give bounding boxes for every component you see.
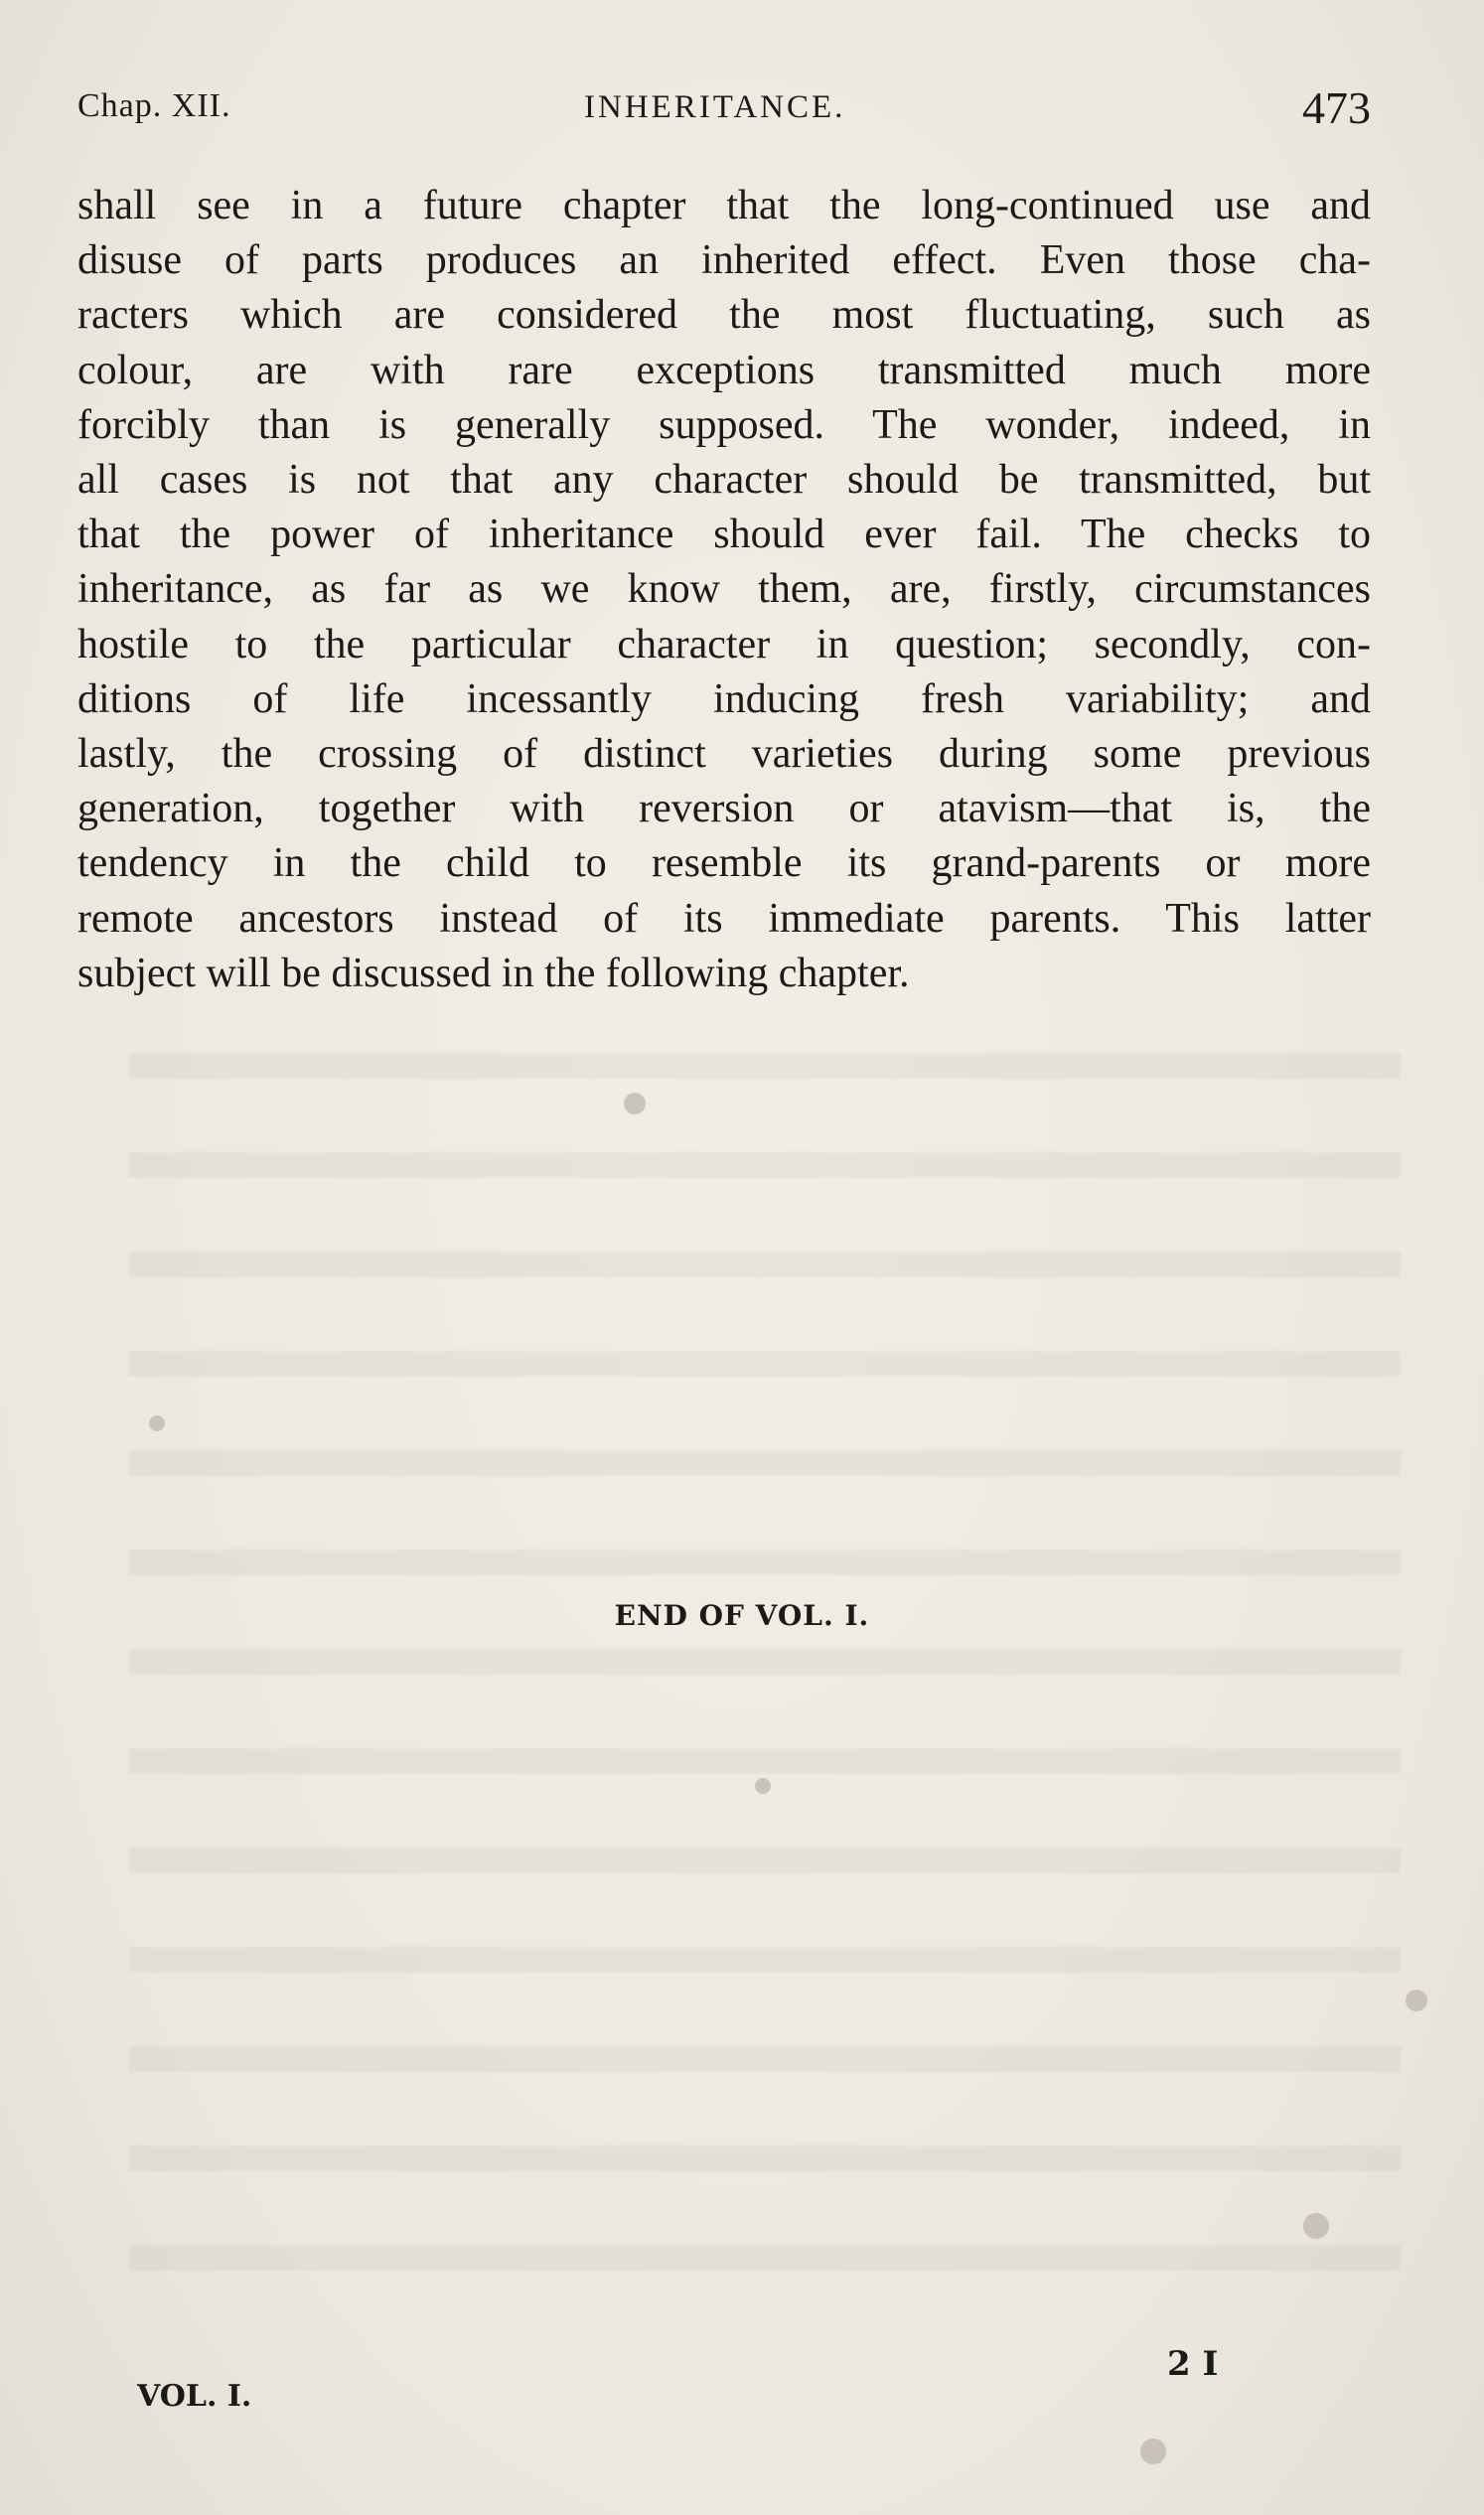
paper-spot xyxy=(149,1415,165,1431)
text-line: lastly, the crossing of distinct varieties during some previous xyxy=(77,731,1371,778)
footer-volume: VOL. I. xyxy=(137,2379,252,2414)
running-header xyxy=(77,81,1371,141)
text-line: ditions of life incessantly inducing fresh variability; and xyxy=(77,675,1371,722)
paper-spot xyxy=(624,1093,646,1114)
end-of-volume-note: END OF VOL. I. xyxy=(614,1599,870,1632)
text-line: racters which are considered the most fluctuating, such as xyxy=(77,292,1371,339)
paper-spot xyxy=(1303,2213,1329,2239)
text-line: all cases is not that any character should be transmitted, but xyxy=(77,457,1371,504)
paper-spot xyxy=(755,1778,771,1794)
text-line: that the power of inheritance should ever fail. The checks to xyxy=(77,512,1371,558)
text-line: colour, are with rare exceptions transmitted much more xyxy=(77,347,1371,393)
body-paragraph xyxy=(77,179,1371,1001)
text-line: disuse of parts produces an inherited effect. Even those cha- xyxy=(77,237,1371,284)
text-line: tendency in the child to resemble its grand-parents or more xyxy=(77,840,1371,887)
signature-mark: 2 I xyxy=(1167,2344,1219,2384)
text-line: remote ancestors instead of its immediate parents. This latter xyxy=(77,895,1371,942)
text-line: subject will be discussed in the following chapter. xyxy=(77,950,910,996)
text-line: hostile to the particular character in question; secondly, con- xyxy=(77,621,1371,667)
text-line: inheritance, as far as we know them, are, firstly, circumstances xyxy=(77,566,1371,613)
text-line: shall see in a future chapter that the long-continued use and xyxy=(77,183,1371,228)
text-line: forcibly than is generally supposed. The wonder, indeed, in xyxy=(77,401,1371,448)
text-line: generation, together with reversion or atavism—that is, the xyxy=(77,786,1371,832)
paper-spot xyxy=(1406,1990,1427,2011)
running-title: INHERITANCE. xyxy=(584,89,846,125)
bleed-through-background xyxy=(129,993,1401,2334)
paper-spot xyxy=(1140,2439,1166,2464)
chapter-label: Chap. XII. xyxy=(77,87,231,124)
page-number: 473 xyxy=(1302,82,1371,133)
